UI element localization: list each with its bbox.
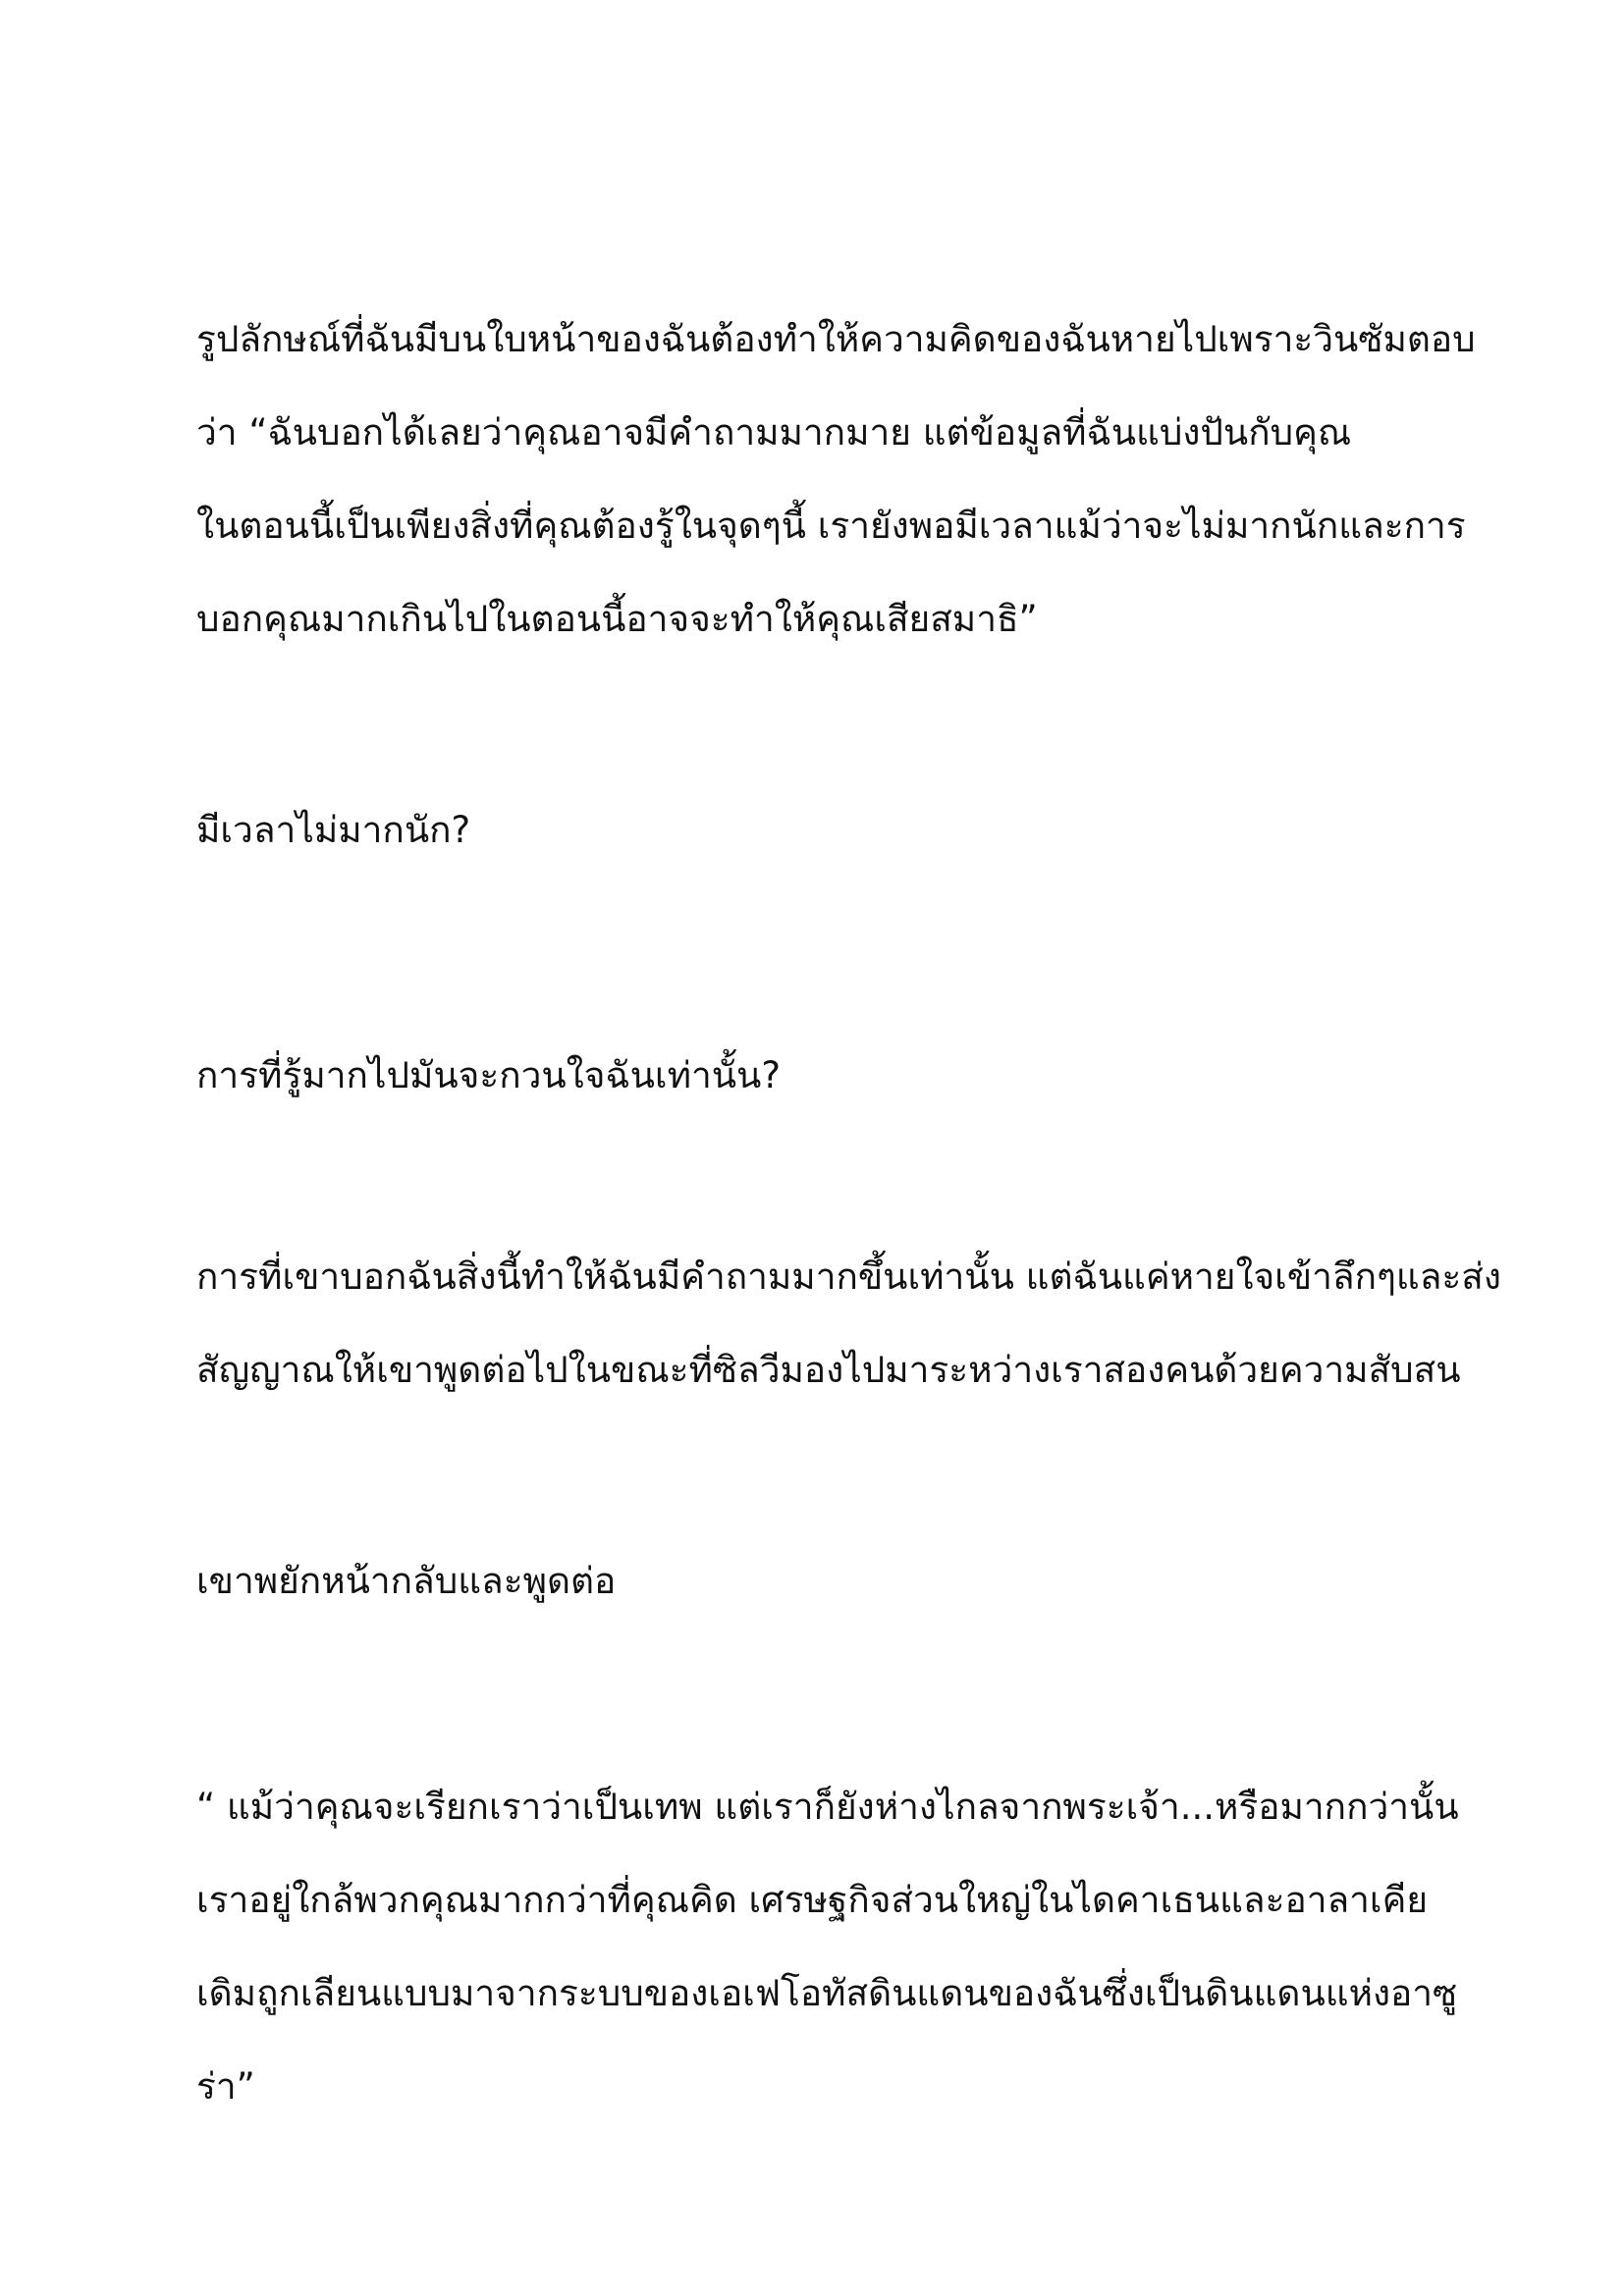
paragraph-6-line-4: ร่า”	[196, 2065, 255, 2108]
paragraph-4-line-2: สัญญาณให้เขาพูดต่อไปในขณะที่ซิลวีมองไปมาระหว่างเราสองคนด้วยความสับสน	[196, 1349, 1461, 1391]
paragraph-1-line-1: รูปลักษณ์ที่ฉันมีบนใบหน้าของฉันต้องทำให้ความคิดของฉันหายไปเพราะวินซัมตอบ	[196, 318, 1476, 360]
paragraph-3-line-1: การที่รู้มากไปมันจะกวนใจฉันเท่านั้น?	[196, 1054, 781, 1096]
paragraph-2-line-1: มีเวลาไม่มากนัก?	[196, 809, 471, 851]
paragraph-6-line-3: เดิมถูกเลียนแบบมาจากระบบของเอเฟโอทัสดินแดนของฉันซึ่งเป็นดินแดนแห่งอาซู	[196, 1972, 1458, 2014]
paragraph-5-line-1: เขาพยักหน้ากลับและพูดต่อ	[196, 1560, 617, 1602]
paragraph-1-line-3: ในตอนนี้เป็นเพียงสิ่งที่คุณต้องรู้ในจุดๆนี้ เรายังพอมีเวลาแม้ว่าจะไม่มากนักและการ	[196, 505, 1466, 547]
paragraph-4-line-1: การที่เขาบอกฉันสิ่งนี้ทำให้ฉันมีคำถามมากขึ้นเท่านั้น แต่ฉันแค่หายใจเข้าลึกๆและส่ง	[196, 1255, 1501, 1298]
paragraph-1-line-2: ว่า “ฉันบอกได้เลยว่าคุณอาจมีคำถามมากมาย แต่ข้อมูลที่ฉันแบ่งปันกับคุณ	[196, 411, 1352, 454]
paragraph-6-line-1: “ แม้ว่าคุณจะเรียกเราว่าเป็นเทพ แต่เราก็ยังห่างไกลจากพระเจ้า...หรือมากกว่านั้น	[196, 1786, 1459, 1828]
paragraph-6-line-2: เราอยู่ใกล้พวกคุณมากกว่าที่คุณคิด เศรษฐกิจส่วนใหญ่ในไดคาเธนและอาลาเคีย	[196, 1879, 1429, 1921]
paragraph-1-line-4: บอกคุณมากเกินไปในตอนนี้อาจจะทำให้คุณเสียสมาธิ”	[196, 598, 1038, 640]
